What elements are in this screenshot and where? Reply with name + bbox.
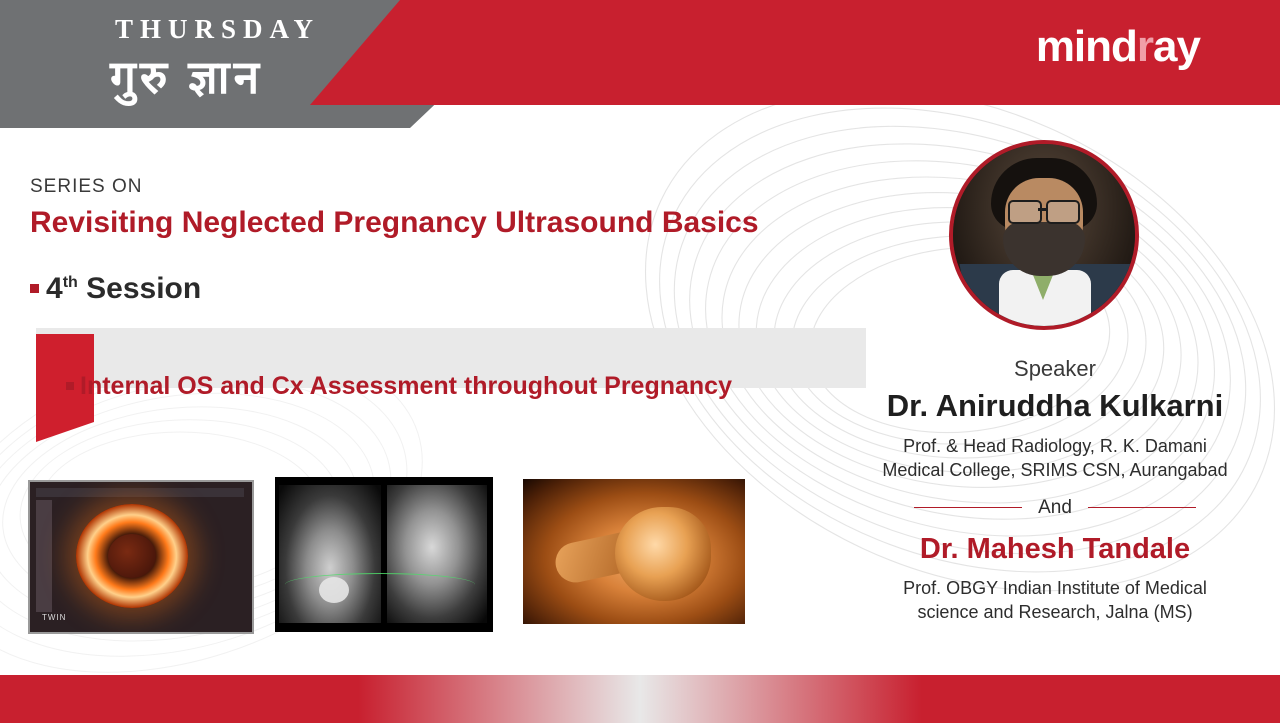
fetal-face: [615, 507, 711, 601]
session-heading: [30, 272, 201, 306]
thumb-caption: TWIN: [42, 613, 67, 622]
speaker-label: Speaker: [1014, 356, 1096, 381]
top-banner: [0, 0, 1280, 128]
brand-text-r: r: [1136, 22, 1154, 71]
cervix-ultrasound-thumb: [275, 477, 493, 632]
topic-title: [66, 372, 732, 401]
brand-text-2: ay: [1153, 22, 1200, 71]
session-suffix: Session: [77, 272, 202, 305]
series-label: SERIES ON: [30, 176, 143, 197]
measurement-trace: [285, 573, 475, 596]
and-label: And: [1038, 496, 1072, 518]
cervix-scan-right: [387, 485, 487, 623]
speaker-affiliation-secondary: [830, 576, 1280, 625]
avatar-glasses-right: [1046, 200, 1080, 224]
affiliation2-line2: science and Research, Jalna (MS): [917, 601, 1193, 622]
twin-ultrasound-thumb: [28, 480, 254, 634]
speaker-info: [830, 356, 1280, 624]
speaker-name-secondary: Dr. Mahesh Tandale: [919, 532, 1191, 565]
scan-side-panel: [36, 500, 52, 612]
session-number: 4: [46, 272, 63, 305]
speaker-affiliation-primary: [830, 434, 1280, 483]
affiliation1-line1: Prof. & Head Radiology, R. K. Damani: [903, 436, 1207, 456]
fetal-3d-ultrasound-thumb: [523, 479, 745, 624]
avatar-glasses-bridge: [1038, 208, 1046, 211]
speaker-name-primary: Dr. Aniruddha Kulkarni: [886, 388, 1224, 423]
affiliation1-line2: Medical College, SRIMS CSN, Aurangabad: [882, 460, 1228, 481]
speaker-avatar: [949, 140, 1139, 330]
square-bullet-icon: [30, 284, 39, 293]
square-bullet-icon: [66, 382, 74, 390]
and-divider: [830, 497, 1280, 519]
bottom-banner: [0, 675, 1280, 723]
scan-header-bar: [36, 488, 244, 497]
divider-line-right: [1088, 507, 1196, 508]
session-ordinal: th: [62, 274, 78, 291]
topic-text: Internal OS and Cx Assessment throughout Pregnancy: [80, 372, 732, 400]
affiliation2-line1: Prof. OBGY Indian Institute of Medical: [903, 577, 1207, 598]
brand-text-1: mind: [1035, 22, 1137, 71]
twin-sac-inner: [108, 534, 156, 578]
series-title: Revisiting Neglected Pregnancy Ultrasound Basics: [30, 206, 759, 239]
banner-day-label: THURSDAY: [115, 14, 321, 44]
cervix-os-marker: [319, 577, 349, 603]
mindray-logo: [1036, 22, 1200, 72]
divider-line-left: [914, 507, 1022, 508]
banner-hindi-title: गुरु ज्ञान: [110, 51, 264, 103]
avatar-glasses-left: [1008, 200, 1042, 224]
